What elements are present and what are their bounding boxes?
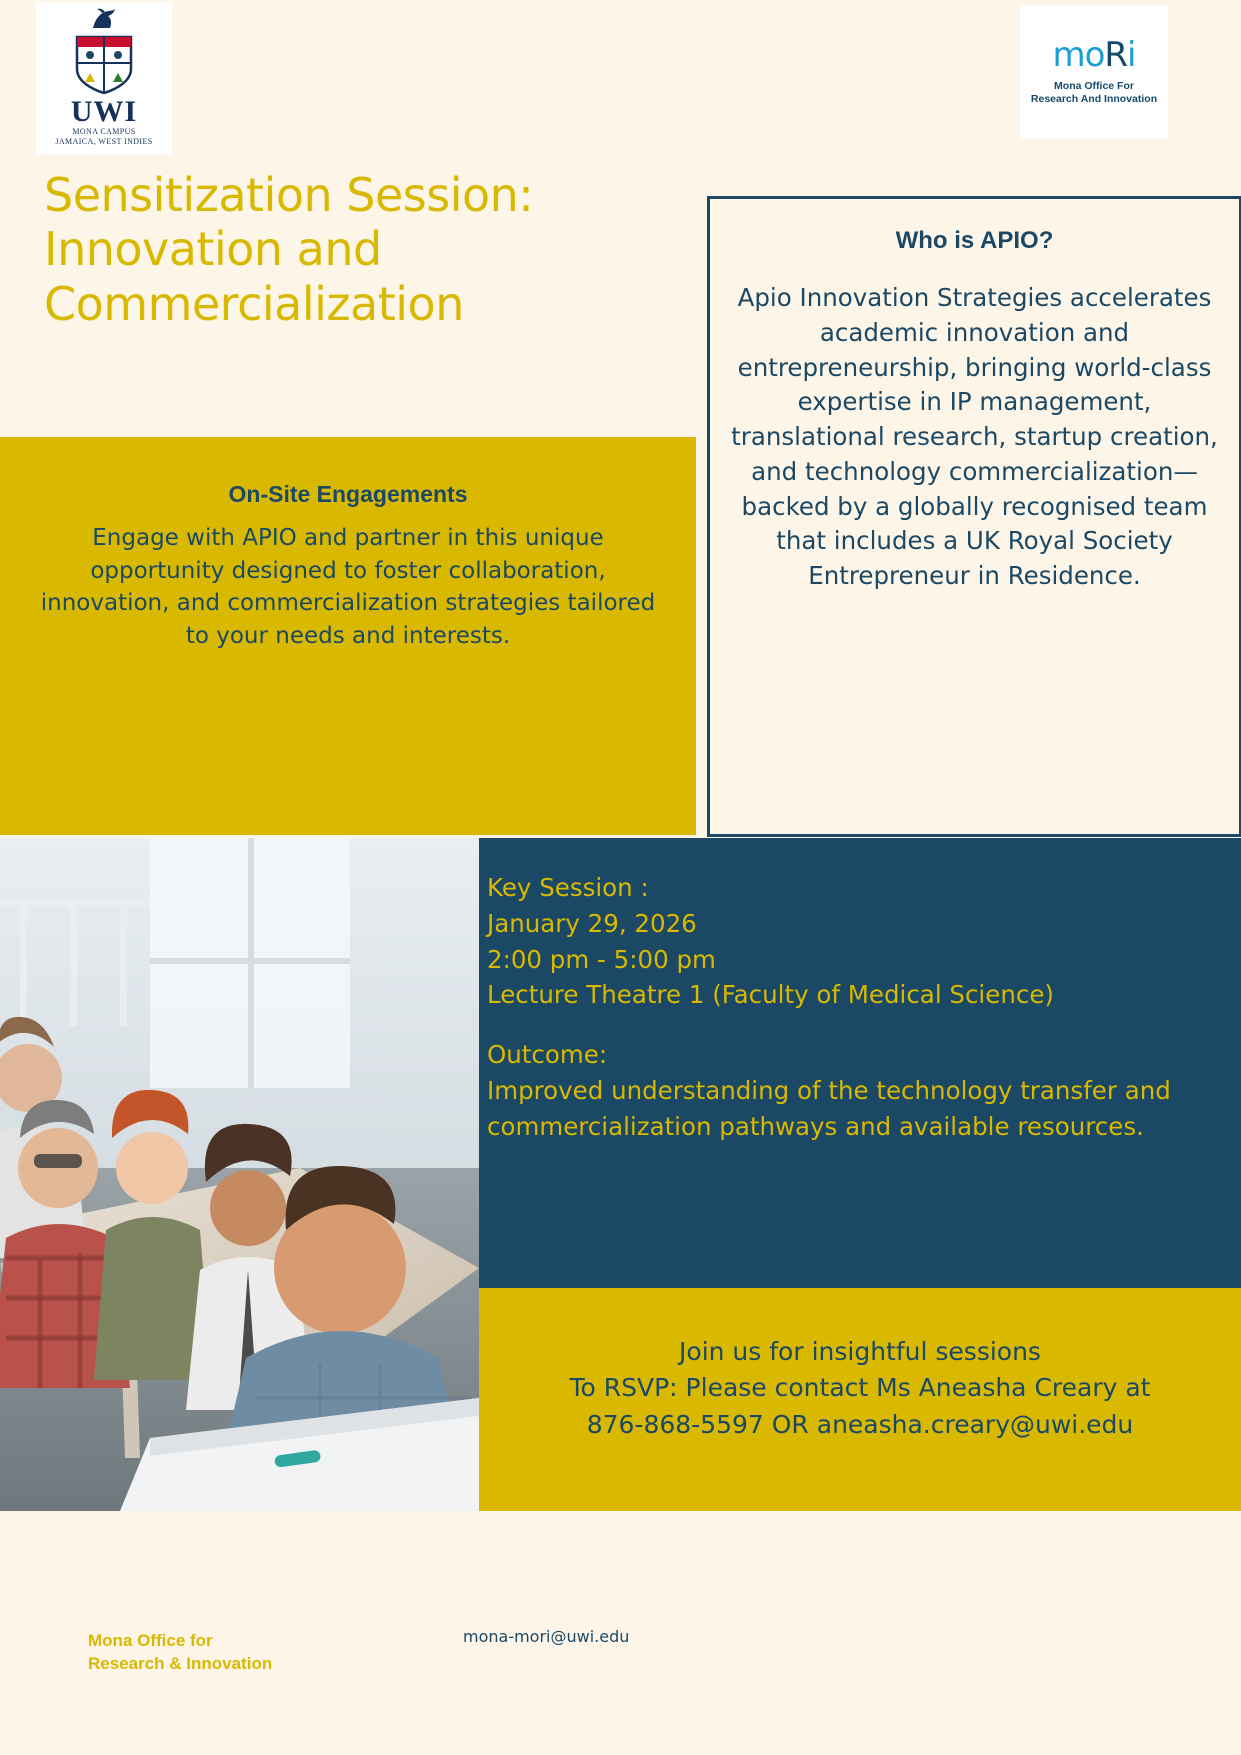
session-time: 2:00 pm - 5:00 pm (487, 944, 716, 974)
rsvp-line3: 876-868-5597 OR aneasha.creary@uwi.edu (586, 1409, 1134, 1439)
key-session-panel (479, 838, 1241, 1288)
key-session-label: Key Session : (487, 873, 649, 902)
on-site-engagements-heading: On-Site Engagements (228, 481, 468, 507)
rsvp-line2: To RSVP: Please contact Ms Aneasha Creary at (569, 1373, 1151, 1403)
who-is-apio-panel (707, 196, 1241, 837)
panel-spacer (487, 1013, 1203, 1037)
footer-org-line1: Mona Office for (88, 1631, 213, 1650)
mori-mark-r: R (1104, 34, 1128, 75)
on-site-engagements-body: Engage with APIO and partner in this unique opportunity designed to foster collaboration, innovation, and commercialization strategies tailored to your needs and interests. (40, 525, 656, 649)
who-is-apio-body: Apio Innovation Strategies accelerates academic innovation and entrepreneurship, bringing world-class expertise in IP management, translational research, startup creation, and technology commercialization—backed by a globally recognised team that includes a UK Royal Society Entrepreneur in Residence. (731, 283, 1218, 591)
on-site-engagements-panel (0, 437, 696, 835)
session-venue: Lecture Theatre 1 (Faculty of Medical Science) (487, 980, 1054, 1010)
uwi-campus-line: MONA CAMPUS (72, 127, 136, 136)
outcome-label: Outcome: (487, 1040, 608, 1070)
session-date: January 29, 2026 (487, 908, 697, 938)
who-is-apio-heading: Who is APIO? (895, 227, 1054, 254)
footer-org-line2: Research & Innovation (88, 1653, 273, 1673)
mori-logo (1020, 6, 1168, 138)
outcome-body: Improved understanding of the technology transfer and commercialization pathways and available resources. (487, 1075, 1171, 1141)
uwi-wordmark: UWI (70, 95, 138, 128)
uwi-location-line: JAMAICA, WEST INDIES (55, 137, 153, 146)
mori-wordmark-icon (1052, 34, 1136, 75)
mori-mark-m: m (1052, 34, 1085, 75)
mori-mark-i: i (1127, 34, 1136, 75)
footer-email[interactable]: mona-mori@uwi.edu (463, 1627, 630, 1646)
mori-mark-o: o (1084, 34, 1105, 75)
page-title: Sensitization Session: Innovation and Commercialization (44, 168, 534, 331)
team-meeting-photo (0, 838, 479, 1511)
uwi-pelican-icon (89, 6, 119, 32)
mori-subtitle-line1: Mona Office For (1054, 79, 1134, 92)
mori-subtitle (1031, 80, 1157, 106)
mori-subtitle-line2: Research And Innovation (1030, 93, 1158, 105)
rsvp-panel (479, 1288, 1241, 1511)
uwi-shield-icon (73, 33, 135, 95)
uwi-logo (36, 2, 172, 154)
footer-organization (88, 1630, 272, 1676)
rsvp-line1: Join us for insightful sessions (679, 1337, 1041, 1366)
